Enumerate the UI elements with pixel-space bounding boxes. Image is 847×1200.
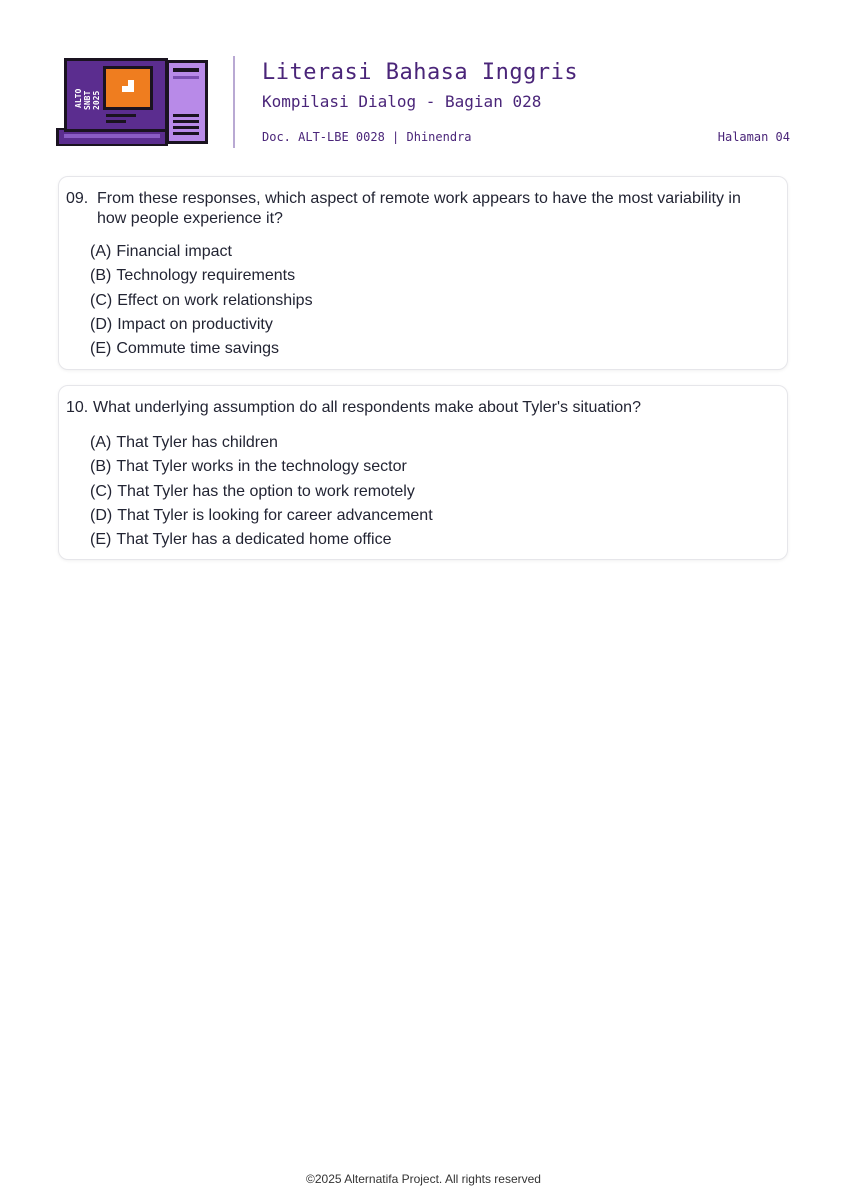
option-label: (D)	[90, 506, 113, 524]
option-label: (E)	[90, 531, 112, 549]
answer-option-b[interactable]	[90, 455, 433, 479]
option-text: That Tyler has a dedicated home office	[116, 531, 392, 549]
svg-text:SNBT: SNBT	[83, 90, 92, 110]
answer-option-b[interactable]	[90, 264, 313, 288]
option-text: Impact on productivity	[117, 315, 273, 333]
option-label: (B)	[90, 267, 112, 285]
document-subtitle: Kompilasi Dialog - Bagian 028	[262, 92, 542, 111]
question-text: From these responses, which aspect of remote work appears to have the most variability in how people experience it?	[97, 190, 741, 227]
answer-option-a[interactable]	[90, 240, 313, 264]
option-text: That Tyler works in the technology sector	[116, 458, 407, 476]
answer-options	[90, 431, 433, 552]
option-text: Effect on work relationships	[117, 291, 313, 309]
document-title: Literasi Bahasa Inggris	[262, 60, 579, 85]
answer-option-d[interactable]	[90, 504, 433, 528]
option-label: (C)	[90, 291, 113, 309]
option-text: That Tyler is looking for career advancement	[117, 506, 433, 524]
option-text: That Tyler has the option to work remotely	[117, 482, 415, 500]
answer-option-a[interactable]	[90, 431, 433, 455]
page-number: Halaman 04	[717, 130, 790, 144]
answer-option-c[interactable]	[90, 480, 433, 504]
question-text: What underlying assumption do all respondents make about Tyler's situation?	[93, 399, 641, 416]
option-text: Commute time savings	[116, 340, 280, 358]
copyright-footer: ©2025 Alternatifa Project. All rights reserved	[306, 1172, 541, 1186]
option-label: (C)	[90, 482, 113, 500]
computer-logo-icon	[56, 58, 208, 148]
option-label: (B)	[90, 458, 112, 476]
question-number: 10.	[66, 399, 89, 416]
svg-text:2025: 2025	[92, 90, 101, 110]
answer-option-d[interactable]	[90, 313, 313, 337]
option-label: (E)	[90, 340, 112, 358]
option-label: (A)	[90, 434, 112, 451]
document-id: Doc. ALT-LBE 0028 | Dhinendra	[262, 130, 472, 144]
answer-option-e[interactable]	[90, 337, 313, 361]
question-number: 09.	[66, 190, 89, 207]
question-card-10	[58, 385, 788, 560]
page-header	[56, 56, 790, 148]
svg-text:ALTO: ALTO	[74, 88, 83, 108]
option-text: That Tyler has children	[116, 434, 278, 451]
option-label: (D)	[90, 315, 113, 333]
option-label: (A)	[90, 243, 112, 260]
question-card-09	[58, 176, 788, 370]
answer-option-e[interactable]	[90, 528, 433, 552]
option-text: Financial impact	[116, 243, 232, 260]
answer-option-c[interactable]	[90, 289, 313, 313]
header-divider	[233, 56, 235, 148]
option-text: Technology requirements	[116, 267, 296, 285]
answer-options	[90, 240, 313, 361]
